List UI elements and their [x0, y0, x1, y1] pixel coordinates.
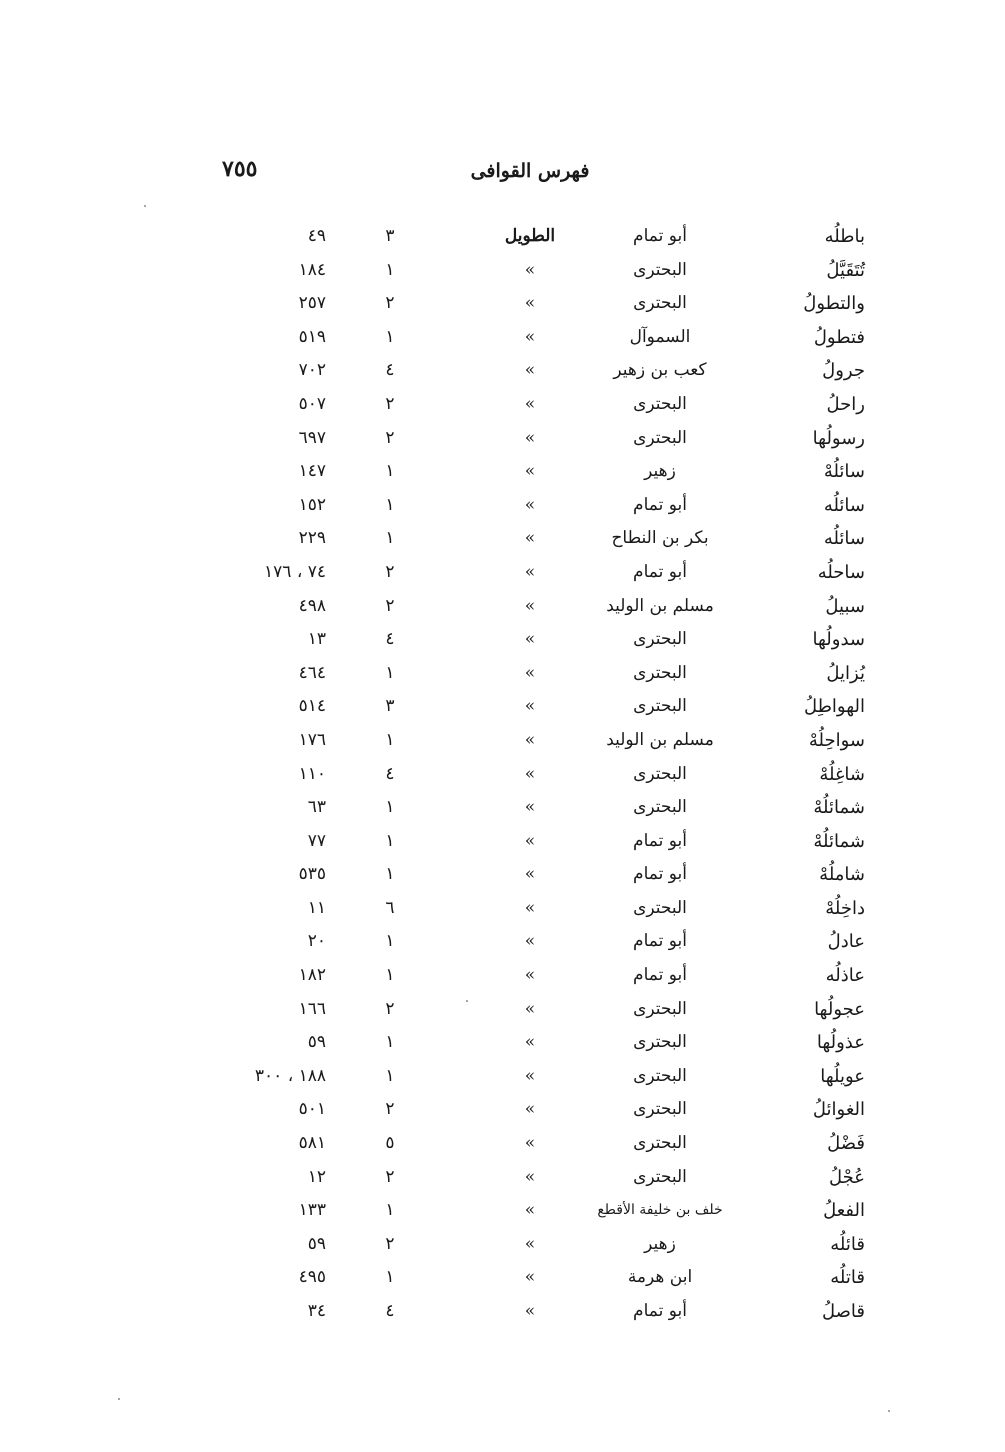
table-row — [0, 287, 1005, 321]
meter-cell: » — [524, 1233, 536, 1254]
table-row — [0, 220, 1005, 254]
rhyme-cell: قاتلُه — [830, 1267, 865, 1289]
table-row — [0, 1026, 1005, 1060]
verse-count-cell: ٢ — [385, 1233, 395, 1254]
poet-cell: البحترى — [633, 1166, 687, 1187]
page-refs-cell: ١٣٣ — [298, 1200, 326, 1221]
table-row — [0, 758, 1005, 792]
rhyme-cell: الغوائلُ — [812, 1099, 865, 1121]
page-refs-cell: ٧٠٢ — [298, 360, 326, 381]
rhyme-cell: باطلُه — [824, 226, 865, 247]
poet-cell: البحترى — [633, 427, 687, 448]
rhyme-cell: سائلُهْ — [823, 461, 865, 483]
table-row — [0, 892, 1005, 926]
verse-count-cell: ١ — [385, 864, 395, 885]
rhyme-cell: عُجْلُ — [829, 1166, 865, 1188]
verse-count-cell: ١ — [385, 1032, 395, 1053]
poet-cell: خلف بن خليفة الأقطع — [597, 1202, 723, 1219]
meter-cell: » — [524, 1267, 536, 1288]
page-refs-cell: ١٨٢ — [298, 965, 326, 986]
meter-cell: » — [524, 1301, 536, 1321]
poet-cell: كعب بن زهير — [613, 360, 707, 381]
verse-count-cell: ١ — [385, 326, 395, 347]
meter-cell: » — [524, 595, 536, 616]
meter-cell: » — [524, 998, 536, 1019]
verse-count-cell: ٢ — [385, 1099, 395, 1120]
page-refs-cell: ٥١٩ — [298, 326, 326, 347]
verse-count-cell: ٦ — [385, 897, 395, 918]
poet-cell: أبو تمام — [633, 830, 687, 851]
print-speck — [144, 205, 146, 207]
poet-cell: السموآل — [629, 326, 691, 347]
poet-cell: أبو تمام — [633, 931, 687, 952]
table-row — [0, 1127, 1005, 1161]
page-refs-cell: ٧٤ ، ١٧٦ — [264, 561, 326, 582]
table-row — [0, 1228, 1005, 1262]
verse-count-cell: ١ — [385, 797, 395, 818]
poet-cell: البحترى — [633, 393, 687, 414]
verse-count-cell: ١ — [385, 931, 395, 952]
page-refs-cell: ٥٣٥ — [298, 864, 326, 885]
verse-count-cell: ٤ — [385, 1301, 395, 1321]
meter-cell: » — [524, 360, 536, 381]
rhyme-cell: سائلُه — [823, 494, 865, 516]
page-refs-cell: ١١ — [307, 897, 326, 918]
poet-cell: زهير — [644, 461, 676, 482]
rhyme-index-table — [0, 220, 1005, 1329]
table-row — [0, 489, 1005, 523]
verse-count-cell: ١ — [385, 494, 395, 515]
table-row — [0, 1093, 1005, 1127]
table-row — [0, 321, 1005, 355]
poet-cell: أبو تمام — [633, 561, 687, 582]
rhyme-cell: شاملُهْ — [819, 864, 865, 886]
page-refs-cell: ٥٨١ — [298, 1133, 326, 1154]
page-refs-cell: ١١٠ — [298, 763, 326, 784]
verse-count-cell: ١ — [385, 662, 395, 683]
meter-cell: » — [524, 763, 536, 784]
table-row — [0, 791, 1005, 825]
poet-cell: البحترى — [633, 763, 687, 784]
table-row — [0, 590, 1005, 624]
poet-cell: البحترى — [633, 1065, 687, 1086]
rhyme-cell: عذولُها — [816, 1032, 865, 1054]
print-speck — [888, 1410, 890, 1412]
page-refs-cell: ١٢ — [307, 1166, 326, 1187]
table-row — [0, 724, 1005, 758]
meter-cell: » — [524, 461, 536, 482]
verse-count-cell: ٢ — [385, 393, 395, 414]
page-title: فهرس القوافى — [470, 160, 590, 182]
rhyme-cell: عادلُ — [827, 931, 865, 953]
table-row — [0, 993, 1005, 1027]
rhyme-cell: سدولُها — [812, 629, 865, 651]
rhyme-cell: قاصلُ — [821, 1301, 865, 1322]
page-refs-cell: ٥٩ — [307, 1032, 326, 1053]
rhyme-cell: جرولُ — [822, 360, 865, 382]
poet-cell: مسلم بن الوليد — [606, 729, 714, 750]
meter-cell: » — [524, 696, 536, 717]
page-number: ٧٥٥ — [222, 156, 258, 182]
poet-cell: البحترى — [633, 662, 687, 683]
meter-cell: » — [524, 629, 536, 650]
poet-cell: البحترى — [633, 696, 687, 717]
page-refs-cell: ١٨٤ — [298, 259, 326, 280]
meter-cell: » — [524, 1032, 536, 1053]
meter-cell: » — [524, 494, 536, 515]
page-refs-cell: ٦٩٧ — [298, 427, 326, 448]
rhyme-cell: راحلُ — [826, 393, 865, 415]
table-row — [0, 455, 1005, 489]
rhyme-cell: والتطولُ — [803, 293, 865, 315]
verse-count-cell: ٢ — [385, 1166, 395, 1187]
meter-cell: » — [524, 965, 536, 986]
verse-count-cell: ١ — [385, 259, 395, 280]
rhyme-cell: سائلُه — [823, 528, 865, 550]
meter-cell: » — [524, 1166, 536, 1187]
poet-cell: البحترى — [633, 1032, 687, 1053]
table-row — [0, 657, 1005, 691]
verse-count-cell: ١ — [385, 965, 395, 986]
verse-count-cell: ١ — [385, 1200, 395, 1221]
poet-cell: البحترى — [633, 259, 687, 280]
poet-cell: البحترى — [633, 897, 687, 918]
meter-cell: » — [524, 1200, 536, 1221]
meter-cell: » — [524, 326, 536, 347]
verse-count-cell: ١ — [385, 1065, 395, 1086]
meter-cell: » — [524, 931, 536, 952]
meter-cell: » — [524, 1065, 536, 1086]
page-refs-cell: ٣٤ — [307, 1301, 326, 1321]
poet-cell: مسلم بن الوليد — [606, 595, 714, 616]
rhyme-cell: فتطولُ — [813, 326, 865, 348]
meter-cell: » — [524, 830, 536, 851]
meter-cell: » — [524, 393, 536, 414]
meter-cell: » — [524, 293, 536, 314]
meter-cell: » — [524, 427, 536, 448]
poet-cell: البحترى — [633, 998, 687, 1019]
table-row — [0, 354, 1005, 388]
verse-count-cell: ١ — [385, 729, 395, 750]
meter-cell: » — [524, 897, 536, 918]
verse-count-cell: ١ — [385, 528, 395, 549]
rhyme-cell: تُتَقَيَّلُ — [826, 259, 865, 281]
poet-cell: البحترى — [633, 1133, 687, 1154]
verse-count-cell: ٤ — [385, 763, 395, 784]
rhyme-cell: شاغِلُهْ — [819, 763, 865, 785]
table-row — [0, 1261, 1005, 1295]
verse-count-cell: ٣ — [385, 226, 395, 246]
page-refs-cell: ٥١٤ — [298, 696, 326, 717]
rhyme-cell: عجولُها — [814, 998, 865, 1020]
meter-cell: » — [524, 1133, 536, 1154]
rhyme-cell: شمائلُهْ — [813, 830, 865, 852]
verse-count-cell: ٤ — [385, 629, 395, 650]
rhyme-cell: عاذلُه — [825, 965, 865, 987]
verse-count-cell: ٤ — [385, 360, 395, 381]
page-refs-cell: ١٦٦ — [298, 998, 326, 1019]
poet-cell: أبو تمام — [633, 494, 687, 515]
poet-cell: البحترى — [633, 293, 687, 314]
table-row — [0, 522, 1005, 556]
poet-cell: البحترى — [633, 1099, 687, 1120]
verse-count-cell: ٢ — [385, 998, 395, 1019]
table-row — [0, 388, 1005, 422]
verse-count-cell: ٢ — [385, 427, 395, 448]
table-row — [0, 556, 1005, 590]
verse-count-cell: ٢ — [385, 561, 395, 582]
poet-cell: زهير — [644, 1233, 676, 1254]
meter-cell: » — [524, 797, 536, 818]
poet-cell: أبو تمام — [633, 1301, 687, 1321]
rhyme-cell: الهواطِلُ — [803, 696, 865, 718]
verse-count-cell: ٣ — [385, 696, 395, 717]
page-refs-cell: ٢٠ — [307, 931, 326, 952]
table-row — [0, 925, 1005, 959]
verse-count-cell: ٢ — [385, 293, 395, 314]
page-refs-cell: ٦٣ — [307, 797, 326, 818]
rhyme-cell: الفعلُ — [823, 1200, 865, 1222]
page-refs-cell: ١٤٧ — [298, 461, 326, 482]
page-refs-cell: ٥٠٧ — [298, 393, 326, 414]
rhyme-cell: رسولُها — [812, 427, 865, 449]
page-refs-cell: ١٣ — [307, 629, 326, 650]
meter-cell: » — [524, 1099, 536, 1120]
meter-cell: » — [524, 729, 536, 750]
meter-cell: » — [524, 561, 536, 582]
verse-count-cell: ٢ — [385, 595, 395, 616]
page-refs-cell: ١٧٦ — [298, 729, 326, 750]
poet-cell: البحترى — [633, 629, 687, 650]
page-refs-cell: ٤٦٤ — [298, 662, 326, 683]
verse-count-cell: ١ — [385, 830, 395, 851]
poet-cell: البحترى — [633, 797, 687, 818]
page-refs-cell: ١٨٨ ، ٣٠٠ — [254, 1065, 326, 1086]
page-refs-cell: ٢٥٧ — [298, 293, 326, 314]
verse-count-cell: ١ — [385, 461, 395, 482]
table-row — [0, 690, 1005, 724]
table-row — [0, 1060, 1005, 1094]
page-refs-cell: ٢٢٩ — [298, 528, 326, 549]
rhyme-cell: ساحلُه — [817, 561, 865, 583]
poet-cell: أبو تمام — [633, 864, 687, 885]
poet-cell: أبو تمام — [633, 226, 687, 246]
print-speck — [118, 1398, 120, 1400]
rhyme-cell: شمائلُهْ — [813, 797, 865, 819]
verse-count-cell: ١ — [385, 1267, 395, 1288]
rhyme-cell: قائلُه — [830, 1233, 865, 1255]
page-refs-cell: ٥٩ — [307, 1233, 326, 1254]
rhyme-cell: داخِلُهْ — [825, 897, 865, 919]
table-row — [0, 1194, 1005, 1228]
meter-cell: » — [524, 528, 536, 549]
rhyme-cell: سبيلُ — [825, 595, 865, 617]
meter-cell: » — [524, 662, 536, 683]
table-row — [0, 825, 1005, 859]
page-refs-cell: ٤٩٨ — [298, 595, 326, 616]
rhyme-cell: سواحِلُهْ — [808, 729, 865, 751]
poet-cell: ابن هرمة — [627, 1267, 693, 1288]
poet-cell: أبو تمام — [633, 965, 687, 986]
table-row — [0, 623, 1005, 657]
table-row — [0, 959, 1005, 993]
meter-cell: » — [524, 259, 536, 280]
page-refs-cell: ٥٠١ — [298, 1099, 326, 1120]
table-row — [0, 1295, 1005, 1329]
page-refs-cell: ٧٧ — [307, 830, 326, 851]
page-refs-cell: ٤٩ — [307, 226, 326, 246]
table-row — [0, 254, 1005, 288]
rhyme-cell: فَضْلُ — [827, 1133, 865, 1155]
table-row — [0, 1161, 1005, 1195]
table-row — [0, 422, 1005, 456]
meter-cell: » — [524, 864, 536, 885]
verse-count-cell: ٥ — [385, 1133, 395, 1154]
meter-cell: الطويل — [504, 226, 556, 246]
table-row — [0, 858, 1005, 892]
rhyme-cell: عويلُها — [820, 1065, 865, 1087]
rhyme-cell: يُزايلُ — [826, 662, 865, 684]
page-refs-cell: ١٥٢ — [298, 494, 326, 515]
poet-cell: بكر بن النطاح — [611, 528, 709, 549]
page-refs-cell: ٤٩٥ — [298, 1267, 326, 1288]
